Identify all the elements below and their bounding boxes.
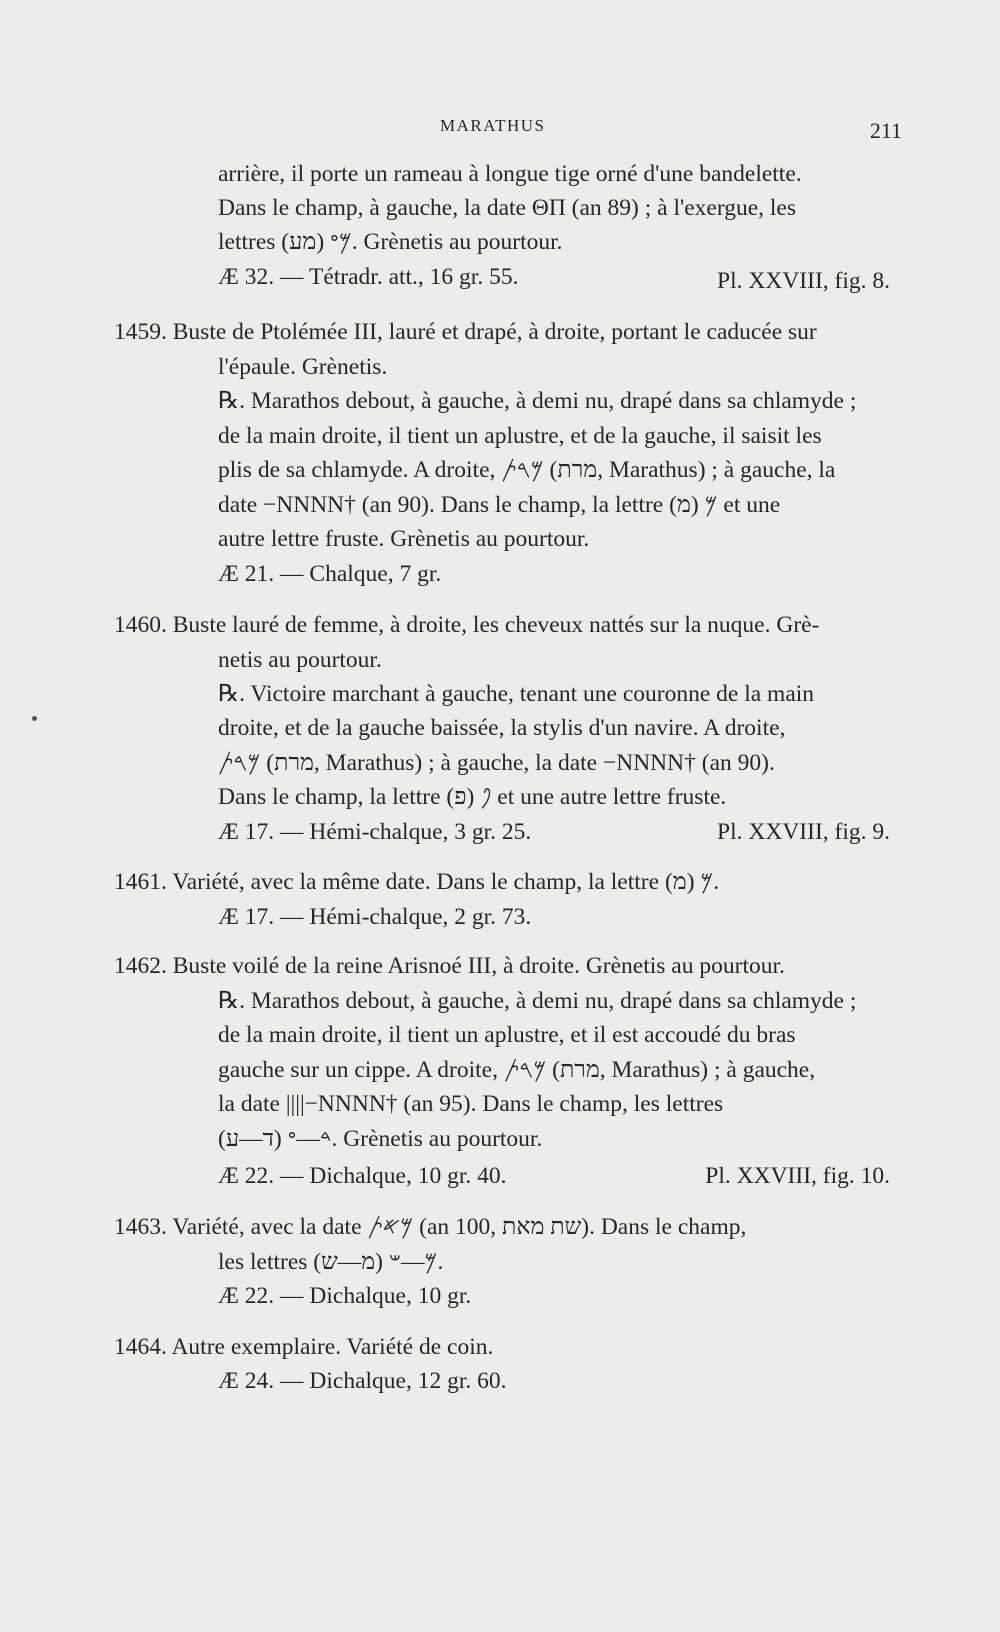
text-line: Pl. XXVIII, fig. 8. — [717, 268, 890, 294]
text-line: date −ΝΝΝΝ† (an 90). Dans le champ, la lettre 𐤌 (מ) et une — [218, 492, 781, 518]
margin-mark — [32, 716, 37, 721]
text-line: 𐤃—𐤏 (ד—ע). Grènetis au pourtour. — [218, 1126, 543, 1152]
text-line: Æ 22. — Dichalque, 10 gr. — [218, 1283, 472, 1309]
text-line: Dans le champ, à gauche, la date ΘΠ (an 89) ; à l'exergue, les — [218, 195, 797, 221]
page-number: 211 — [869, 118, 902, 143]
text-line: 1462. Buste voilé de la reine Arisnoé III, à droite. Grènetis au pourtour. — [114, 953, 785, 979]
text-line: 1460. Buste lauré de femme, à droite, les cheveux nattés sur la nuque. Grè- — [114, 612, 820, 638]
text-line: la date ||||−ΝΝΝΝ† (an 95). Dans le champ, les lettres — [218, 1091, 724, 1117]
text-line: Dans le champ, la lettre 𐤐 (פ) et une autre lettre fruste. — [218, 784, 727, 810]
text-line: Æ 17. — Hémi-chalque, 2 gr. 73. — [218, 904, 532, 930]
text-line: plis de sa chlamyde. A droite, 𐤌𐤓𐤕 (מרת, Marathus) ; à gauche, la — [218, 457, 836, 483]
text-line: arrière, il porte un rameau à longue tige orné d'une bandelette. — [218, 161, 802, 187]
text-line: Æ 32. — Tétradr. att., 16 gr. 55. — [218, 264, 519, 290]
text-line: gauche sur un cippe. A droite, 𐤌𐤓𐤕 (מרת, Marathus) ; à gauche, — [218, 1057, 816, 1083]
text-line: 1461. Variété, avec la même date. Dans le champ, la lettre 𐤌 (מ). — [114, 869, 720, 895]
text-line: 1464. Autre exemplaire. Variété de coin. — [114, 1334, 494, 1360]
text-line: droite, et de la gauche baissée, la stylis d'un navire. A droite, — [218, 715, 786, 741]
text-line: ℞. Marathos debout, à gauche, à demi nu, drapé dans sa chlamyde ; — [218, 388, 857, 414]
text-line: ℞. Victoire marchant à gauche, tenant une couronne de la main — [218, 681, 815, 707]
running-head: MARATHUS — [440, 116, 546, 135]
text-line: 1459. Buste de Ptolémée III, lauré et drapé, à droite, portant le caducée sur — [114, 319, 817, 345]
text-line: 1463. Variété, avec la date 𐤌𐤀𐤕 (an 100, שת מאת). Dans le champ, — [114, 1214, 747, 1240]
text-line: Æ 21. — Chalque, 7 gr. — [218, 561, 442, 587]
text-line: Æ 22. — Dichalque, 10 gr. 40. — [218, 1163, 507, 1189]
text-line: lettres 𐤌𐤏 (מע). Grènetis au pourtour. — [218, 229, 563, 255]
text-line: 𐤌𐤓𐤕 (מרת, Marathus) ; à gauche, la date −ΝΝΝΝ† (an 90). — [218, 750, 775, 776]
text-line: Pl. XXVIII, fig. 10. — [705, 1163, 890, 1189]
text-line: Æ 17. — Hémi-chalque, 3 gr. 25. — [218, 819, 532, 845]
text-line: autre lettre fruste. Grènetis au pourtour. — [218, 526, 590, 552]
text-line: netis au pourtour. — [218, 647, 382, 673]
text-line: Pl. XXVIII, fig. 9. — [717, 819, 890, 845]
text-line: de la main droite, il tient un aplustre, et de la gauche, il saisit les — [218, 423, 822, 449]
text-line: les lettres 𐤌—𐤔 (מ—ש). — [218, 1249, 444, 1275]
text-line: ℞. Marathos debout, à gauche, à demi nu, drapé dans sa chlamyde ; — [218, 988, 857, 1014]
text-line: de la main droite, il tient un aplustre, et il est accoudé du bras — [218, 1022, 796, 1048]
text-line: l'épaule. Grènetis. — [218, 354, 388, 380]
text-line: Æ 24. — Dichalque, 12 gr. 60. — [218, 1368, 507, 1394]
